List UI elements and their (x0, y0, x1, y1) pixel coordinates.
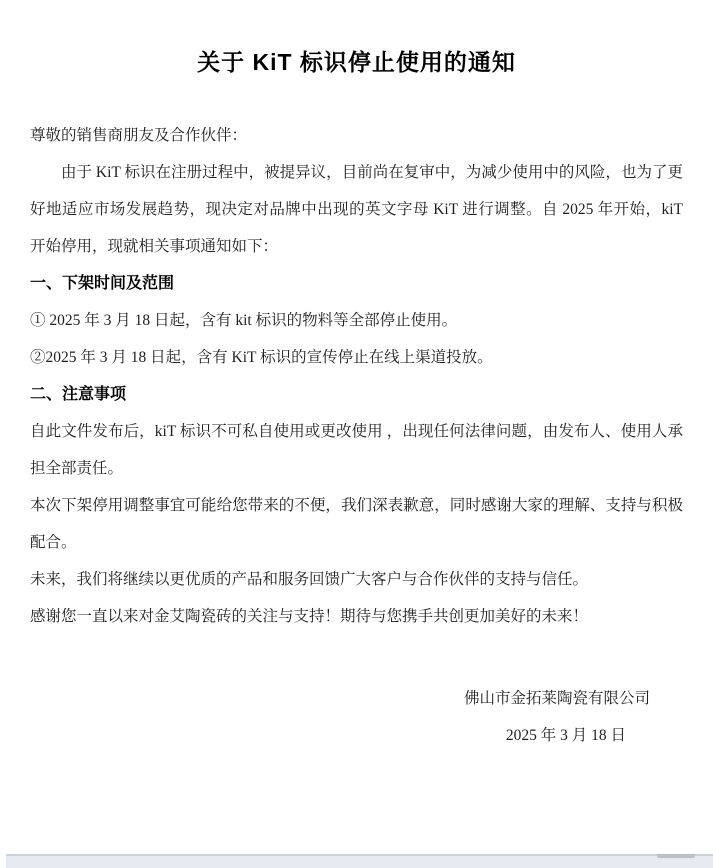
section-2-para-1: 自此文件发布后，kiT 标识不可私自使用或更改使用 ，出现任何法律问题，由发布人、使用人承担全部责任。 (30, 423, 683, 477)
signature-block (30, 680, 683, 754)
signature-company: 佛山市金拓莱陶瓷有限公司 (463, 690, 650, 707)
document-content (30, 44, 683, 754)
scrollbar-thumb[interactable] (657, 854, 695, 858)
section-2-para-2: 本次下架停用调整事宜可能给您带来的不便，我们深表歉意，同时感谢大家的理解、支持与积极配合。 (30, 497, 683, 551)
section-1-item-1: ① 2025 年 3 月 18 日起，含有 kit 标识的物料等全部停止使用。 (30, 312, 458, 329)
bottom-ui-strip (6, 854, 713, 868)
section-2-para-3: 未来，我们将继续以更优质的产品和服务回馈广大客户与合作伙伴的支持与信任。 (30, 571, 589, 588)
salutation: 尊敬的销售商朋友及合作伙伴： (30, 127, 248, 144)
signature-date: 2025 年 3 月 18 日 (505, 727, 626, 744)
section-1-heading: 一、下架时间及范围 (30, 275, 175, 292)
section-1-item-2: ②2025 年 3 月 18 日起，含有 KiT 标识的宣传停止在线上渠道投放。 (30, 349, 493, 366)
section-2-heading: 二、注意事项 (30, 386, 127, 403)
intro-paragraph: 由于 KiT 标识在注册过程中，被提异议，目前尚在复审中，为减少使用中的风险，也为了更好地适应市场发展趋势，现决定对品牌中出现的英文字母 KiT 进行调整。自 2025 年开始，kiT 开始停用，现就相关事项通知如下： (30, 164, 683, 255)
document-title: 关于 KiT 标识停止使用的通知 (197, 49, 516, 75)
section-2-para-4: 感谢您一直以来对金艾陶瓷砖的关注与支持！期待与您携手共创更加美好的未来！ (30, 608, 589, 625)
